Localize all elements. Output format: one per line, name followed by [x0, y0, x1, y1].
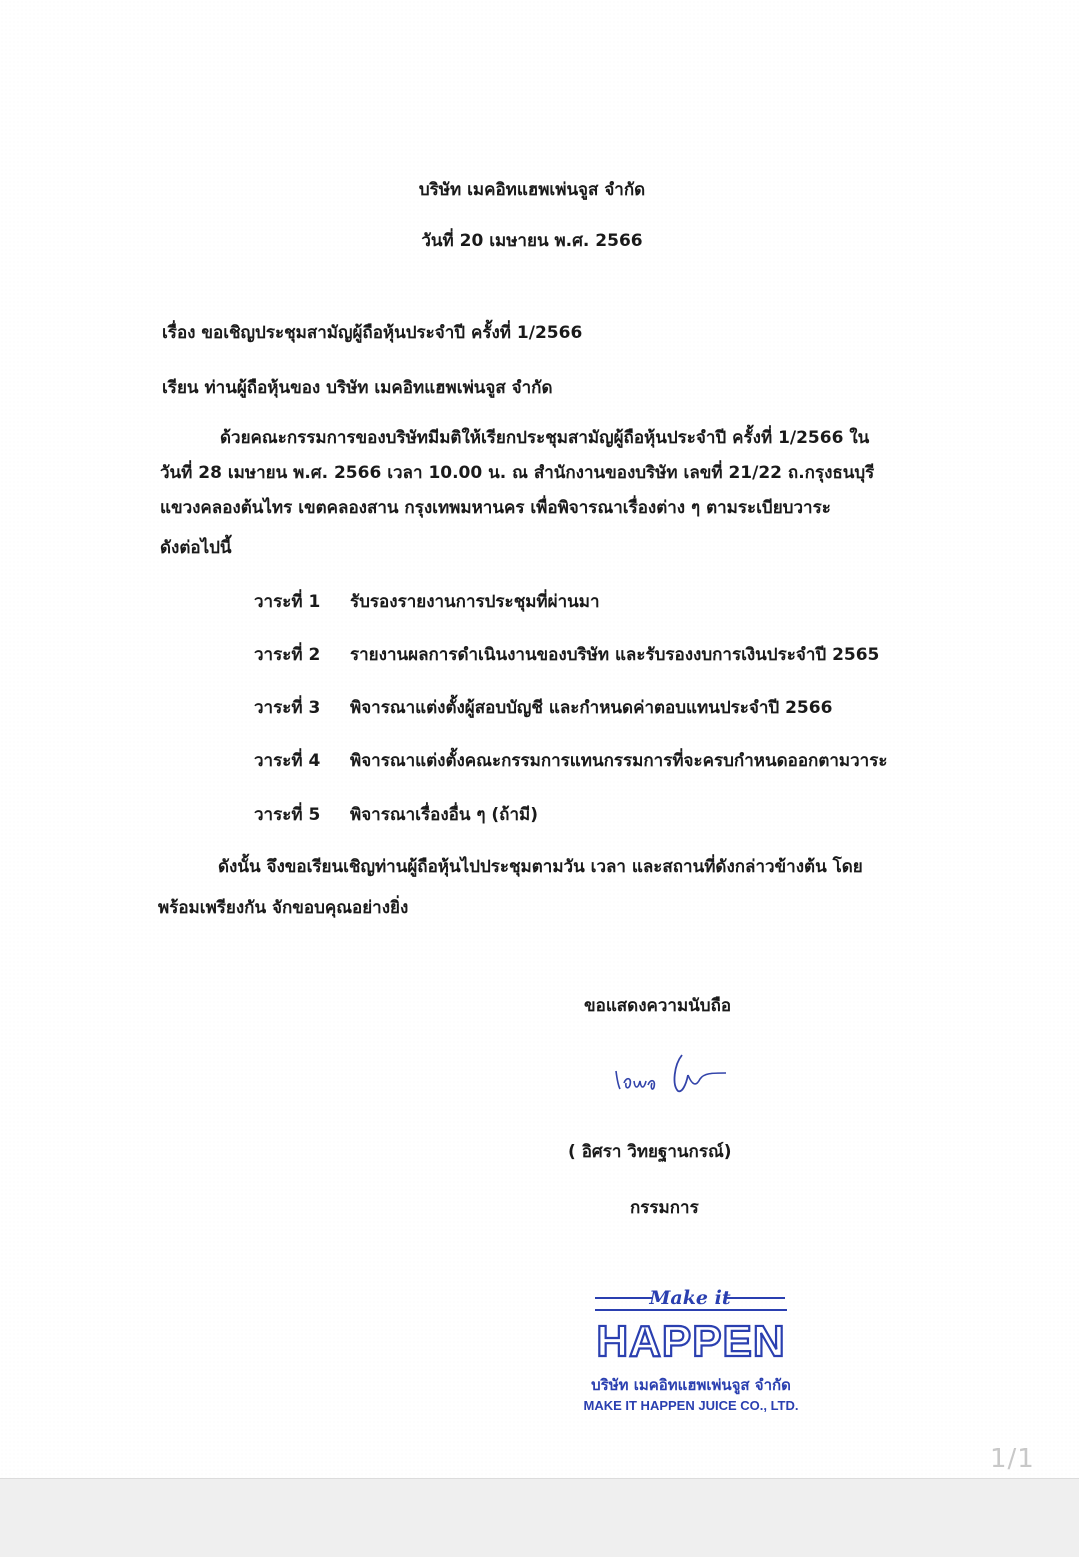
agenda-label: วาระที่ 1 — [254, 592, 321, 612]
closing-line-2: พร้อมเพรียงกัน จักขอบคุณอย่างยิ่ง — [158, 898, 409, 918]
agenda-text: รับรองรายงานการประชุมที่ผ่านมา — [350, 592, 600, 612]
body-line-2: วันที่ 28 เมษายน พ.ศ. 2566 เวลา 10.00 น. ณ สำนักงานของบริษัท เลขที่ 21/22 ถ.กรุงธนบุรี — [160, 463, 875, 483]
regards-text: ขอแสดงความนับถือ — [584, 996, 732, 1016]
agenda-text: พิจารณาแต่งตั้งผู้สอบบัญชี และกำหนดค่าตอบแทนประจำปี 2566 — [350, 698, 833, 718]
agenda-label: วาระที่ 5 — [254, 805, 321, 825]
signer-title: กรรมการ — [630, 1198, 699, 1218]
page-indicator: 1/1 — [990, 1444, 1035, 1474]
agenda-text: พิจารณาเรื่องอื่น ๆ (ถ้ามี) — [350, 805, 538, 825]
viewer-bottom-bar — [0, 1478, 1079, 1557]
agenda-item — [0, 698, 1000, 718]
agenda-text: รายงานผลการดำเนินงานของบริษัท และรับรองงบการเงินประจำปี 2565 — [350, 645, 880, 665]
stamp-tagline: Make it — [649, 1287, 731, 1309]
body-line-1: ด้วยคณะกรรมการของบริษัทมีมติให้เรียกประชุมสามัญผู้ถือหุ้นประจำปี ครั้งที่ 1/2566 ใน — [220, 428, 870, 448]
agenda-item — [0, 592, 1000, 612]
agenda-text: พิจารณาแต่งตั้งคณะกรรมการแทนกรรมการที่จะครบกำหนดออกตามวาระ — [350, 751, 888, 771]
signer-name: ( อิศรา วิทยฐานกรณ์) — [568, 1142, 732, 1162]
body-line-3: แขวงคลองต้นไทร เขตคลองสาน กรุงเทพมหานคร เพื่อพิจารณาเรื่องต่าง ๆ ตามระเบียบวาระ — [160, 498, 831, 518]
agenda-item — [0, 751, 1000, 771]
body-line-4: ดังต่อไปนี้ — [160, 538, 232, 558]
company-header: บริษัท เมคอิทแฮพเพ่นจูส จำกัด — [418, 180, 646, 200]
company-stamp — [565, 1280, 825, 1420]
recipient-line: เรียน ท่านผู้ถือหุ้นของ บริษัท เมคอิทแฮพเพ่นจูส จำกัด — [162, 378, 553, 398]
stamp-company-th: บริษัท เมคอิทแฮพเพ่นจูส จำกัด — [591, 1376, 791, 1394]
agenda-item — [0, 645, 1000, 665]
closing-line-1: ดังนั้น จึงขอเรียนเชิญท่านผู้ถือหุ้นไปประชุมตามวัน เวลา และสถานที่ดังกล่าวข้างต้น โดย — [218, 857, 863, 877]
stamp-brand: HAPPEN — [596, 1317, 786, 1366]
document-date: วันที่ 20 เมษายน พ.ศ. 2566 — [421, 231, 643, 251]
agenda-label: วาระที่ 4 — [254, 751, 321, 771]
agenda-item — [0, 805, 1000, 825]
signature-image — [608, 1045, 738, 1105]
agenda-label: วาระที่ 3 — [254, 698, 321, 718]
subject-line: เรื่อง ขอเชิญประชุมสามัญผู้ถือหุ้นประจำปี ครั้งที่ 1/2566 — [162, 323, 583, 343]
agenda-label: วาระที่ 2 — [254, 645, 321, 665]
stamp-company-en: MAKE IT HAPPEN JUICE CO., LTD. — [583, 1398, 799, 1413]
